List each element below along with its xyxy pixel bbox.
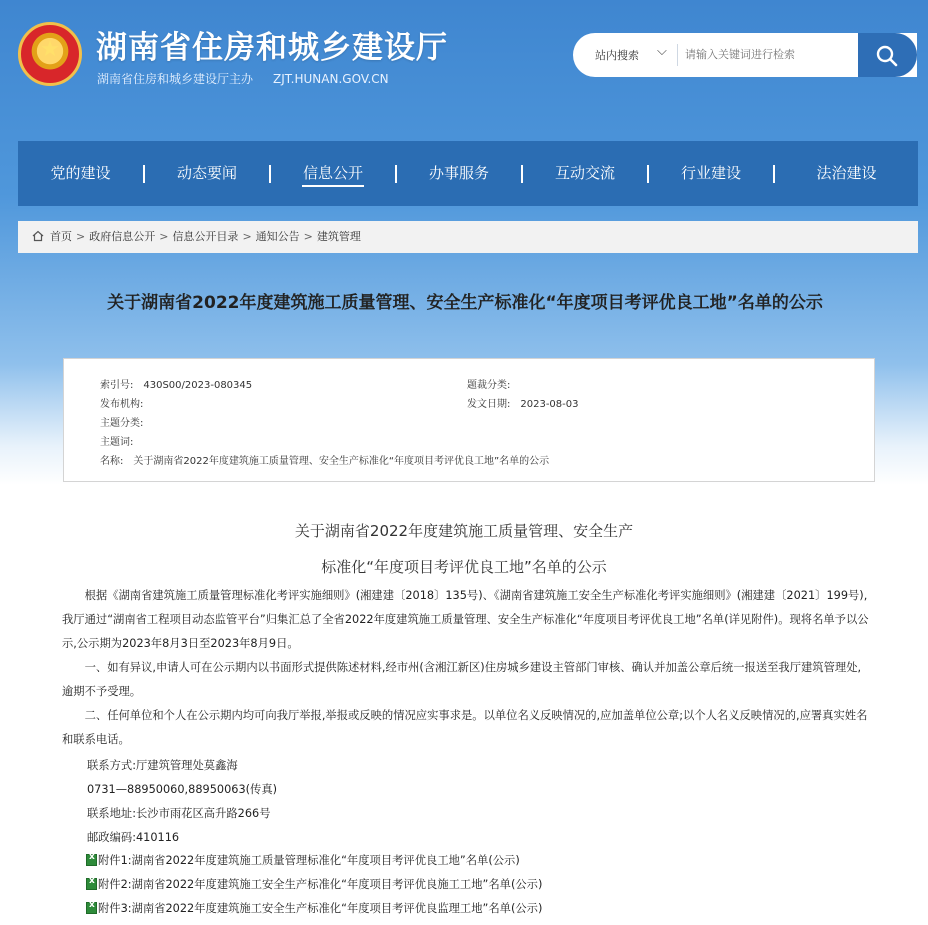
excel-file-icon xyxy=(86,902,97,914)
article-paragraph-2: 一、如有异议,申请人可在公示期内以书面形式提供陈述材料,经市州(含湘江新区)住房城乡建设主管部门审核、确认并加盖公章后统一报送至我厅建筑管理处,逾期不予受理。 xyxy=(62,661,862,698)
meta-publisher: 发布机构: xyxy=(100,399,144,410)
nav-active-indicator xyxy=(302,185,364,187)
meta-keywords: 主题词: xyxy=(100,437,134,448)
search-bar xyxy=(573,33,917,77)
nav-item-interaction[interactable]: 互动交流 xyxy=(554,164,615,182)
contact-postcode: 邮政编码:410116 xyxy=(87,831,180,844)
breadcrumb-construction[interactable]: 建筑管理 xyxy=(316,230,361,243)
site-subtitle xyxy=(97,70,409,87)
contact-phone: 0731—88950060,88950063(传真) xyxy=(87,783,278,796)
search-button[interactable] xyxy=(858,33,917,77)
breadcrumb-home[interactable]: 首页 xyxy=(50,230,72,243)
meta-date: 发文日期: 2023-08-03 xyxy=(467,399,579,410)
breadcrumb-gov-info[interactable]: 政府信息公开 xyxy=(89,230,156,243)
article-heading-line2: 标准化“年度项目考评优良工地”名单的公示 xyxy=(321,558,607,576)
contact-address: 联系地址:长沙市雨花区高升路266号 xyxy=(87,807,271,820)
attachment-link-2[interactable]: x附件2:湖南省2022年度建筑施工安全生产标准化“年度项目考评优良施工工地”名单(公示) xyxy=(86,876,542,892)
chevron-down-icon[interactable]: ⌵ xyxy=(657,44,667,59)
nav-item-services[interactable]: 办事服务 xyxy=(428,164,489,182)
site-domain: ZJT.HUNAN.GOV.CN xyxy=(273,72,389,86)
national-emblem-logo: ★ xyxy=(18,22,82,86)
meta-name: 名称: 关于湖南省2022年度建筑施工质量管理、安全生产标准化“年度项目考评优良工地”名单的公示 xyxy=(100,456,550,467)
page-title: 关于湖南省2022年度建筑施工质量管理、安全生产标准化“年度项目考评优良工地”名单的公示 xyxy=(107,293,823,313)
nav-item-info-disclosure[interactable]: 信息公开 xyxy=(302,164,363,182)
nav-item-rule-of-law[interactable]: 法治建设 xyxy=(816,164,877,182)
contact-person: 联系方式:厅建筑管理处莫鑫海 xyxy=(87,759,238,772)
breadcrumb-info-catalog[interactable]: 信息公开目录 xyxy=(172,230,239,243)
attachment-link-1[interactable]: x附件1:湖南省2022年度建筑施工质量管理标准化“年度项目考评优良工地”名单(公示) xyxy=(86,852,520,868)
site-title[interactable]: 湖南省住房和城乡建设厅 xyxy=(96,30,448,66)
breadcrumb-notices[interactable]: 通知公告 xyxy=(255,230,300,243)
search-scope-select[interactable]: 站内搜索 xyxy=(595,49,639,62)
main-nav xyxy=(18,141,918,206)
home-icon xyxy=(32,230,44,242)
nav-item-party-building[interactable]: 党的建设 xyxy=(50,164,111,182)
breadcrumb: 首页 > 政府信息公开 > 信息公开目录 > 通知公告 > 建筑管理 xyxy=(18,221,918,253)
meta-category: 题裁分类: xyxy=(467,380,511,391)
meta-index: 索引号: 430S00/2023-080345 xyxy=(100,380,253,391)
excel-file-icon xyxy=(86,878,97,890)
search-divider xyxy=(677,44,678,66)
nav-item-news[interactable]: 动态要闻 xyxy=(176,164,237,182)
article-heading-line1: 关于湖南省2022年度建筑施工质量管理、安全生产 xyxy=(294,522,634,540)
nav-item-industry[interactable]: 行业建设 xyxy=(680,164,741,182)
search-input[interactable] xyxy=(685,43,855,65)
meta-topic: 主题分类: xyxy=(100,418,144,429)
search-icon xyxy=(875,44,899,68)
article-paragraph-3: 二、任何单位和个人在公示期内均可向我厅举报,举报或反映的情况应实事求是。以单位名义反映情况的,应加盖单位公章;以个人名义反映情况的,应署真实姓名和联系电话。 xyxy=(62,709,868,746)
article-paragraph-1: 根据《湖南省建筑施工质量管理标准化考评实施细则》(湘建建〔2018〕135号)、《湖南省建筑施工安全生产标准化考评实施细则》(湘建建〔2021〕199号),我厅通过“湖南省工程项目动态监管平台”归集汇总了全省2022年度建筑施工质量管理、安全生产标准化“年度项目考评优良工地”名单(详见附件)。现将名单予以公示,公示期为2023年8月3日至2023年8月9日。 xyxy=(62,589,869,650)
metadata-box xyxy=(63,358,875,482)
site-sponsor: 湖南省住房和城乡建设厅主办 xyxy=(97,72,254,86)
attachment-link-3[interactable]: x附件3:湖南省2022年度建筑施工安全生产标准化“年度项目考评优良监理工地”名单(公示) xyxy=(86,900,542,916)
excel-file-icon xyxy=(86,854,97,866)
